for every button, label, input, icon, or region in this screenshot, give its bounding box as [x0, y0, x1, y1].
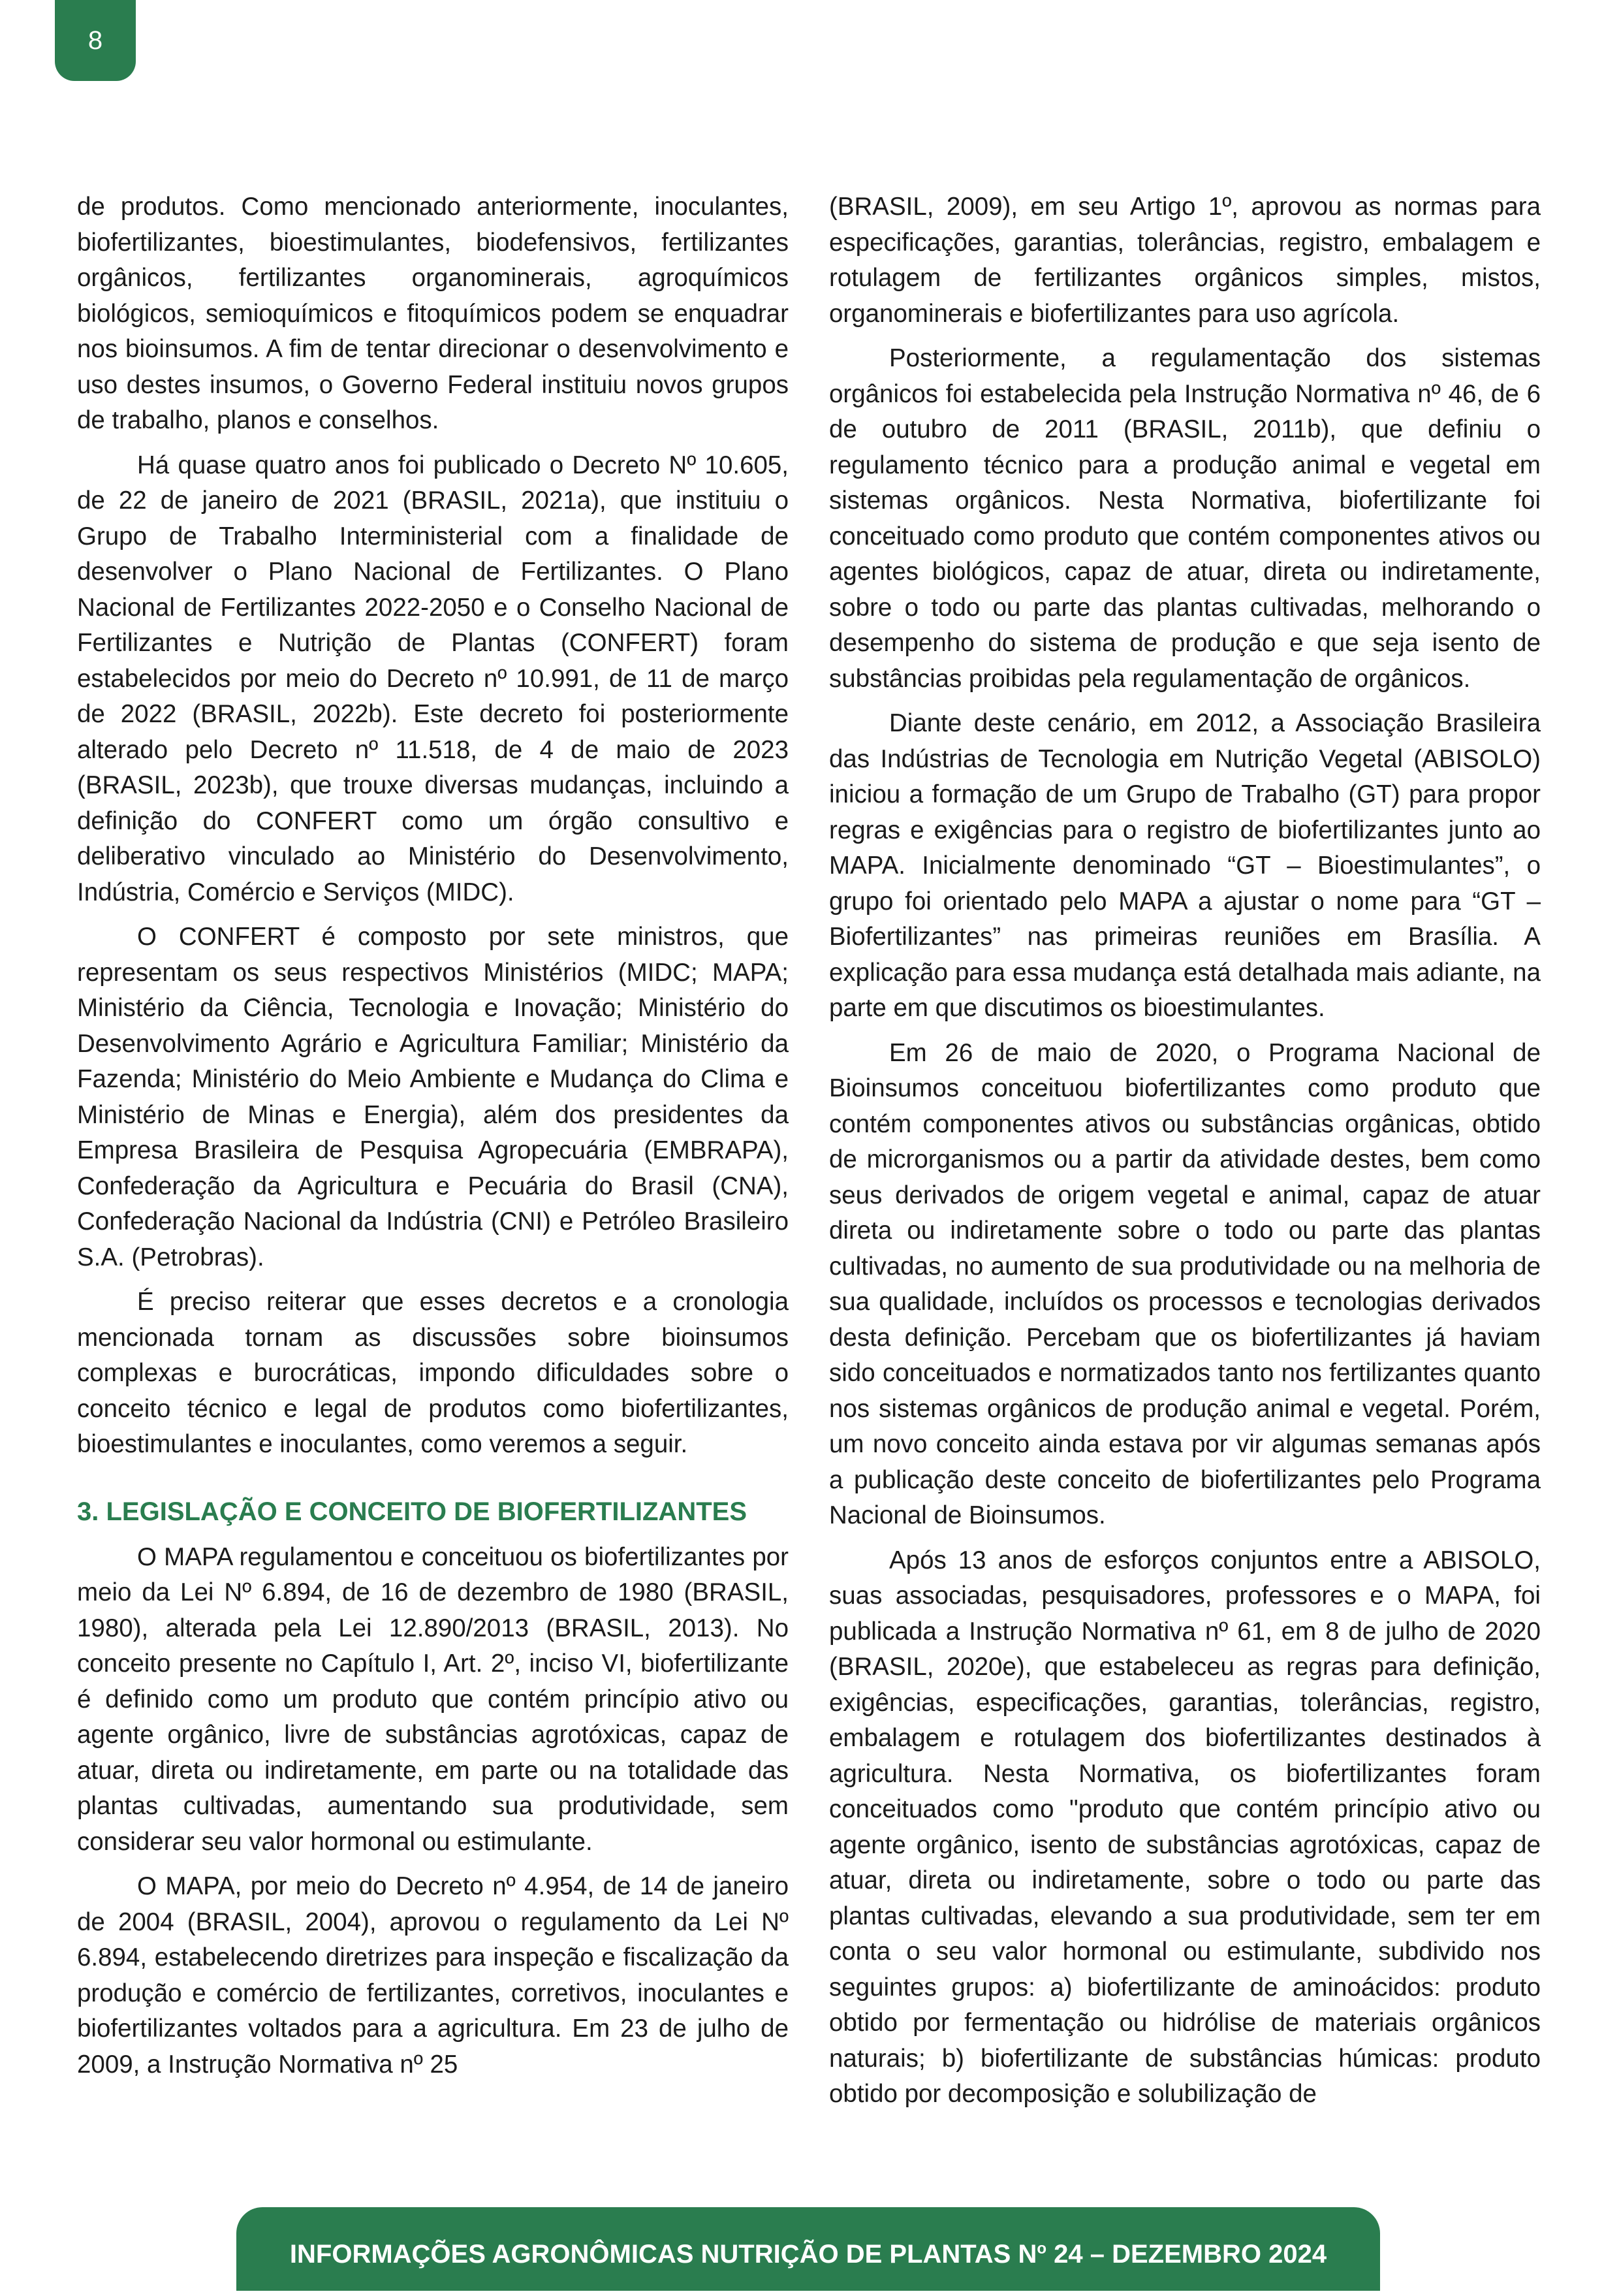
footer-superscript: o [1037, 2240, 1047, 2257]
footer-issue-date: 24 – DEZEMBRO 2024 [1046, 2240, 1327, 2269]
paragraph: É preciso reiterar que esses decretos e a cronologia mencionada tornam as discussões sobre bioinsumos complexas e burocráticas, impondo dificuldades sobre o conceito técnico e legal de produtos como biofertilizantes, bioestimulantes e inoculantes, como veremos a seguir. [77, 1288, 789, 1458]
page-number: 8 [87, 26, 103, 55]
footer-text: INFORMAÇÕES AGRONÔMICAS NUTRIÇÃO DE PLANTAS N [289, 2240, 1037, 2269]
paragraph: (BRASIL, 2009), em seu Artigo 1º, aprovou as normas para especificações, garantias, tolerâncias, registro, embalagem e rotulagem de fertilizantes orgânicos simples, mistos, organominerais e biofertilizantes para uso agrícola. [829, 193, 1541, 328]
right-column [829, 189, 1541, 2122]
paragraph: Há quase quatro anos foi publicado o Decreto Nº 10.605, de 22 de janeiro de 2021 (BRASIL, 2021a), que instituiu o Grupo de Trabalho Interministerial com a finalidade de desenvolver o Plano Nacional de Fertilizantes. O Plano Nacional de Fertilizantes 2022-2050 e o Conselho Nacional de Fertilizantes e Nutrição de Plantas (CONFERT) foram estabelecidos por meio do Decreto nº 10.991, de 11 de março de 2022 (BRASIL, 2022b). Este decreto foi posteriormente alterado pelo Decreto nº 11.518, de 4 de maio de 2023 (BRASIL, 2023b), que trouxe diversas mudanças, incluindo a definição do CONFERT como um órgão consultivo e deliberativo vinculado ao Ministério do Desenvolvimento, Indústria, Comércio e Serviços (MIDC). [77, 451, 789, 906]
paragraph: Diante deste cenário, em 2012, a Associação Brasileira das Indústrias de Tecnologia em Nutrição Vegetal (ABISOLO) iniciou a formação de um Grupo de Trabalho (GT) para propor regras e exigências para o registro de biofertilizantes junto ao MAPA. Inicialmente denominado “GT – Bioestimulantes”, o grupo foi orientado pelo MAPA a ajustar o nome para “GT – Biofertilizantes” nas primeiras reuniões em Brasília. A explicação para essa mudança está detalhada mais adiante, na parte em que discutimos os bioestimulantes. [829, 709, 1541, 1022]
paragraph: Posteriormente, a regulamentação dos sistemas orgânicos foi estabelecida pela Instrução Normativa nº 46, de 6 de outubro de 2011 (BRASIL, 2011b), que definiu o regulamento técnico para a produção animal e vegetal em sistemas orgânicos. Nesta Normativa, biofertilizante foi conceituado como produto que contém componentes ativos ou agentes biológicos, capaz de atuar, direta ou indiretamente, sobre o todo ou parte das plantas cultivadas, melhorando o desempenho do sistema de produção e que seja isento de substâncias proibidas pela regulamentação de orgânicos. [829, 344, 1541, 693]
paragraph: O CONFERT é composto por sete ministros, que representam os seus respectivos Ministérios (MIDC; MAPA; Ministério da Ciência, Tecnologia e Inovação; Ministério do Desenvolvimento Agrário e Agricultura Familiar; Ministério da Fazenda; Ministério do Meio Ambiente e Mudança do Clima e Ministério de Minas e Energia), além dos presidentes da Empresa Brasileira de Pesquisa Agropecuária (EMBRAPA), Confederação da Agricultura e Pecuária do Brasil (CNA), Confederação Nacional da Indústria (CNI) e Petróleo Brasileiro S.A. (Petrobras). [77, 923, 789, 1271]
footer-publication-title [236, 2207, 1380, 2291]
paragraph: de produtos. Como mencionado anteriormente, inoculantes, biofertilizantes, bioestimulantes, biodefensivos, fertilizantes orgânicos, fertilizantes organominerais, agroquímicos biológicos, semioquímicos e fitoquímicos podem se enquadrar nos bioinsumos. A fim de tentar direcionar o desenvolvimento e uso destes insumos, o Governo Federal instituiu novos grupos de trabalho, planos e conselhos. [77, 193, 789, 434]
page-number-tab [55, 0, 136, 81]
paragraph: O MAPA regulamentou e conceituou os biofertilizantes por meio da Lei Nº 6.894, de 16 de dezembro de 1980 (BRASIL, 1980), alterada pela Lei 12.890/2013 (BRASIL, 2013). No conceito presente no Capítulo I, Art. 2º, inciso VI, biofertilizante é definido como um produto que contém princípio ativo ou agente orgânico, livre de substâncias agrotóxicas, capaz de atuar, direta ou indiretamente, em parte ou na totalidade das plantas cultivadas, aumentando sua produtividade, sem considerar seu valor hormonal ou estimulante. [77, 1542, 789, 1856]
paragraph: Em 26 de maio de 2020, o Programa Nacional de Bioinsumos conceituou biofertilizantes como produto que contém componentes ativos ou substâncias orgânicas, obtido de microrganismos ou a partir da atividade destes, bem como seus derivados de origem vegetal e animal, capaz de atuar direta ou indiretamente sobre o todo ou parte das plantas cultivadas, no aumento de sua produtividade ou na melhoria de sua qualidade, incluídos os processos e tecnologias derivados desta definição. Percebam que os biofertilizantes já haviam sido conceituados e normatizados tanto nos fertilizantes quanto nos sistemas orgânicos de produção animal e vegetal. Porém, um novo conceito ainda estava por vir algumas semanas após a publicação deste conceito de biofertilizantes pelo Programa Nacional de Bioinsumos. [829, 1038, 1541, 1529]
left-column [77, 189, 789, 2092]
paragraph: O MAPA, por meio do Decreto nº 4.954, de 14 de janeiro de 2004 (BRASIL, 2004), aprovou o regulamento da Lei Nº 6.894, estabelecendo diretrizes para inspeção e fiscalização da produção e comércio de fertilizantes, corretivos, inoculantes e biofertilizantes voltados para a agricultura. Em 23 de julho de 2009, a Instrução Normativa nº 25 [77, 1872, 789, 2079]
paragraph: Após 13 anos de esforços conjuntos entre a ABISOLO, suas associadas, pesquisadores, professores e o MAPA, foi publicada a Instrução Normativa nº 61, em 8 de julho de 2020 (BRASIL, 2020e), que estabeleceu as regras para definição, exigências, especificações, garantias, tolerâncias, registro, embalagem e rotulagem dos biofertilizantes destinados à agricultura. Nesta Normativa, os biofertilizantes foram conceituados como "produto que contém princípio ativo ou agente orgânico, isento de substâncias agrotóxicas, capaz de atuar, direta ou indiretamente, sobre o todo ou parte das plantas cultivadas, elevando a sua produtividade, sem ter em conta o seu valor hormonal ou estimulante, subdivido nos seguintes grupos: a) biofertilizante de aminoácidos: produto obtido por fermentação ou hidrólise de materiais orgânicos naturais; b) biofertilizante de substâncias húmicas: produto obtido por decomposição e solubilização de [829, 1546, 1541, 2108]
section-heading: 3. LEGISLAÇÃO E CONCEITO DE BIOFERTILIZANTES [77, 1497, 747, 1526]
